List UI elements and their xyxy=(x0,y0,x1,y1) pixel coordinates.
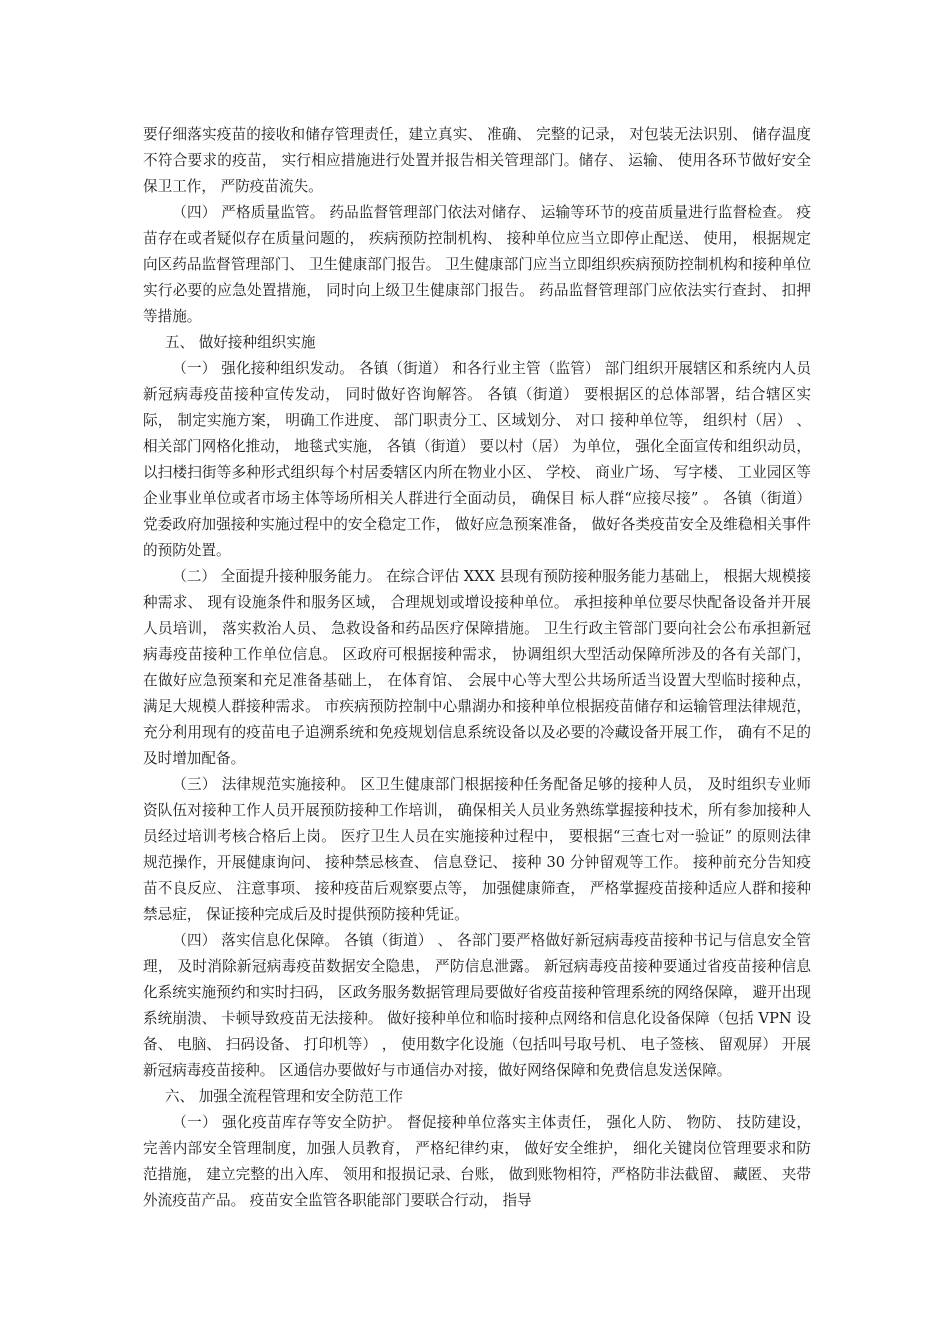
paragraph-it-support: （四） 落实信息化保障。 各镇（街道） 、 各部门要严格做好新冠病毒疫苗接种书记与信息安全管理， 及时消除新冠病毒疫苗数据安全隐患， 严防信息泄露。 新冠病毒疫苗接种要通过省疫苗接种信息化系统实施预约和实时扫码， 区政务服务数据管理局要做好省疫苗接种管理系统的网络保障， 避开出现系统崩溃、 卡顿导致疫苗无法接种。 做好接种单位和临时接种点网络和信息化设备保障（包括 VPN 设备、 电脑、 扫码设备、 打印机等） ， 使用数字化设施（包括叫号取号机、 电子签核、 留观屏） 开展新冠病毒疫苗接种。 区通信办要做好与市通信办对接，做好网络保障和免费信息发送保障。 xyxy=(143,932,811,1079)
section-heading-5: 五、 做好接种组织实施 xyxy=(164,334,316,351)
paragraph-inventory-security: （一） 强化疫苗库存等安全防护。 督促接种单位落实主体责任， 强化人防、 物防、 技防建设， 完善内部安全管理制度，加强人员教育， 严格纪律约束， 做好安全维护， 细化关键岗位管理要求和防范措施， 建立完整的出入库、 领用和报损记录、台账， 做到账物相符，严格防非法截留、 藏匿、 夹带外流疫苗产品。 疫苗安全监管各职能部门要联合行动， 指导 xyxy=(143,1114,811,1209)
paragraph-legal-vaccination: （三） 法律规范实施接种。 区卫生健康部门根据接种任务配备足够的接种人员， 及时组织专业师资队伍对接种工作人员开展预防接种工作培训， 确保相关人员业务熟练掌握接种技术，所有参加接种人员经过培训考核合格后上岗。 医疗卫生人员在实施接种过程中， 要根据“三查七对一验证” 的原则法律规范操作，开展健康询问、 接种禁忌核查、 信息登记、 接种 30 分钟留观等工作。 接种前充分告知疫苗不良反应、 注意事项、 接种疫苗后观察要点等， 加强健康筛查， 严格掌握疫苗接种适应人群和接种禁忌症， 保证接种完成后及时提供预防接种凭证。 xyxy=(143,776,811,923)
paragraph-quality-supervision: （四） 严格质量监管。 药品监督管理部门依法对储存、 运输等环节的疫苗质量进行监督检查。 疫苗存在或者疑似存在质量问题的， 疾病预防控制机构、 接种单位应当立即停止配送、 使用， 根据规定向区药品监督管理部门、 卫生健康部门报告。 卫生健康部门应当立即组织疾病预防控制机构和接种单位实行必要的应急处置措施， 同时向上级卫生健康部门报告。 药品监督管理部门应依法实行查封、 扣押等措施。 xyxy=(143,204,811,325)
document-body xyxy=(143,122,811,1214)
section-heading-6: 六、 加强全流程管理和安全防范工作 xyxy=(164,1088,404,1105)
paragraph-mobilization: （一） 强化接种组织发动。 各镇（街道） 和各行业主管（监管） 部门组织开展辖区和系统内人员新冠病毒疫苗接种宣传发动， 同时做好咨询解答。 各镇（街道） 要根据区的总体部署，结合辖区实际， 制定实施方案， 明确工作进度、 部门职责分工、区域划分、 对口 接种单位等， 组织村（居） 、 相关部门网格化推动， 地毯式实施， 各镇（街道） 要以村（居） 为单位， 强化全面宣传和组织动员， 以扫楼扫街等多种形式组织每个村居委辖区内所在物业小区、 学校、 商业广场、 写字楼、 工业园区等企业事业单位或者市场主体等场所相关人群进行全面动员， 确保目 标人群“应接尽接” 。 各镇（街道） 党委政府加强接种实施过程中的安全稳定工作， 做好应急预案准备， 做好各类疫苗安全及维稳相关事件的预防处置。 xyxy=(143,360,811,559)
paragraph-storage-responsibility: 要仔细落实疫苗的接收和储存管理责任，建立真实、 准确、 完整的记录， 对包装无法识别、 储存温度不符合要求的疫苗， 实行相应措施进行处置并报告相关管理部门。储存、 运输、 使用各环节做好安全保卫工作， 严防疫苗流失。 xyxy=(143,126,811,195)
paragraph-service-capacity: （二） 全面提升接种服务能力。 在综合评估 XXX 县现有预防接种服务能力基础上， 根据大规模接种需求、 现有设施条件和服务区域， 合理规划或增设接种单位。 承担接种单位要尽快配备设备并开展人员培训， 落实救治人员、 急救设备和药品医疗保障措施。 卫生行政主管部门要向社会公布承担新冠病毒疫苗接种工作单位信息。 区政府可根据接种需求， 协调组织大型活动保障所涉及的各有关部门， 在做好应急预案和充足准备基础上， 在体育馆、 会展中心等大型公共场所适当设置大型临时接种点， 满足大规模人群接种需求。 市疾病预防控制中心鼎湖办和接种单位根据疫苗储存和运输管理法律规范， 充分利用现有的疫苗电子追溯系统和免疫规划信息系统设备以及必要的冷藏设备开展工作， 确有不足的及时增加配备。 xyxy=(143,568,811,767)
